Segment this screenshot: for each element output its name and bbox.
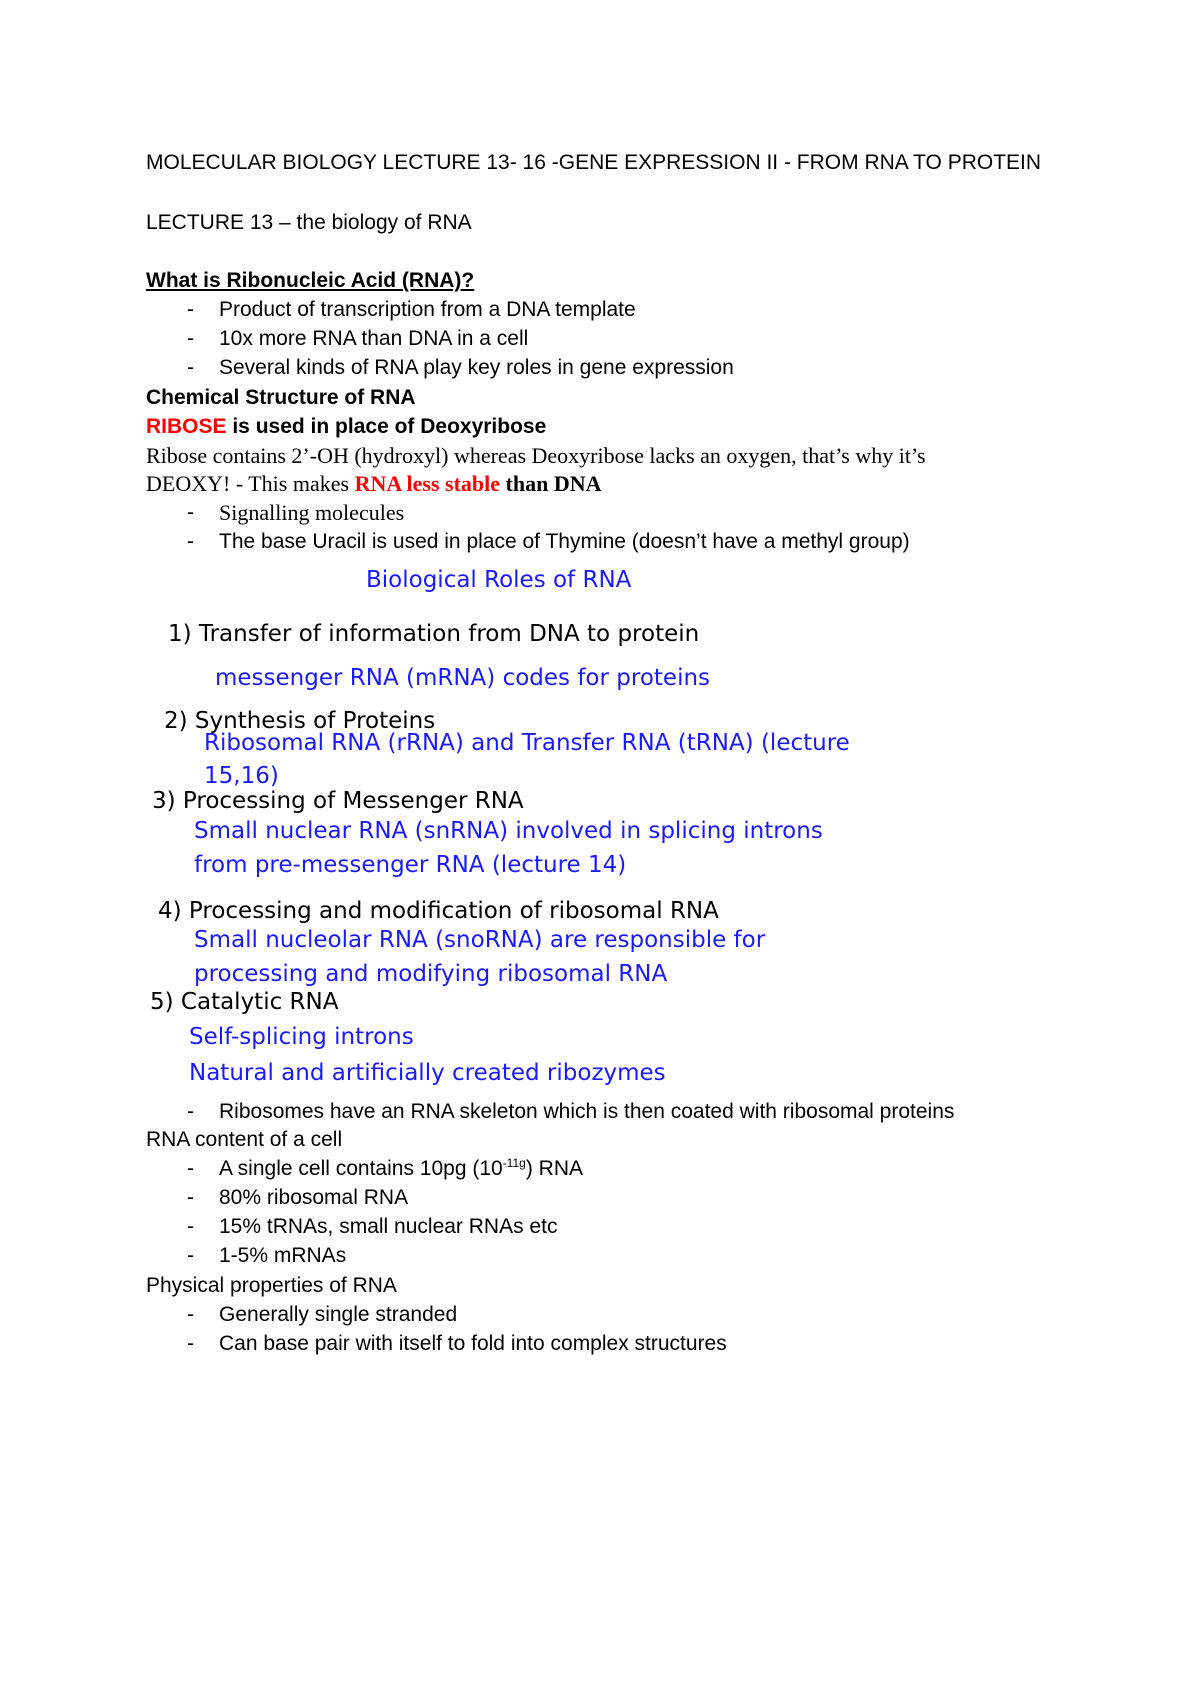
list-item <box>219 1156 583 1182</box>
cell-content-unit: ) RNA <box>525 1157 583 1180</box>
rna-question-heading: What is Ribonucleic Acid (RNA)? <box>146 269 475 292</box>
role-3-heading: 3) Processing of Messenger RNA <box>152 788 524 814</box>
document-title: MOLECULAR BIOLOGY LECTURE 13- 16 -GENE EXPRESSION II - FROM RNA TO PROTEIN <box>146 151 1042 174</box>
role-5-description-line1: Self-splicing introns <box>189 1024 414 1050</box>
ribose-line <box>146 414 546 440</box>
role-2-description-line1: Ribosomal RNA (rRNA) and Transfer RNA (tRNA) (lecture <box>204 730 850 756</box>
list-item: Ribosomes have an RNA skeleton which is then coated with ribosomal proteins <box>219 1100 955 1123</box>
bullet-marker: - <box>187 1332 194 1355</box>
role-2-heading: 2) Synthesis of Proteins <box>164 708 436 734</box>
bullet-marker: - <box>187 1215 194 1238</box>
list-item: Generally single stranded <box>219 1303 458 1326</box>
list-item: Product of transcription from a DNA template <box>219 298 636 321</box>
ribose-explanation-line2 <box>146 471 601 497</box>
lecture-heading: LECTURE 13 – the biology of RNA <box>146 211 472 234</box>
list-item: Signalling molecules <box>219 500 405 525</box>
role-3-description-line1: Small nuclear RNA (snRNA) involved in splicing introns <box>194 818 823 844</box>
role-4-heading: 4) Processing and modification of ribosomal RNA <box>158 898 719 924</box>
role-1-heading: 1) Transfer of information from DNA to protein <box>168 621 700 647</box>
list-item: Several kinds of RNA play key roles in gene expression <box>219 356 734 379</box>
list-item: 10x more RNA than DNA in a cell <box>219 327 529 350</box>
deoxy-text: DEOXY! - This makes <box>146 471 355 496</box>
role-5-description-line2: Natural and artificially created ribozymes <box>189 1060 666 1086</box>
bullet-marker: - <box>187 356 194 379</box>
ribose-rest: is used in place of Deoxyribose <box>226 415 547 438</box>
list-item: The base Uracil is used in place of Thymine (doesn’t have a methyl group) <box>219 530 910 553</box>
bullet-marker: - <box>187 327 194 350</box>
bullet-marker: - <box>187 1303 194 1326</box>
list-item: 1-5% mRNAs <box>219 1244 347 1267</box>
list-item: 15% tRNAs, small nuclear RNAs etc <box>219 1215 558 1238</box>
list-item: Can base pair with itself to fold into complex structures <box>219 1332 727 1355</box>
rna-less-stable-highlight: RNA less stable <box>354 471 501 496</box>
list-item: 80% ribosomal RNA <box>219 1186 409 1209</box>
role-5-heading: 5) Catalytic RNA <box>150 989 339 1015</box>
figure-title: Biological Roles of RNA <box>366 567 632 593</box>
bullet-marker: - <box>187 1100 194 1123</box>
bullet-marker: - <box>187 501 194 524</box>
physical-properties-heading: Physical properties of RNA <box>146 1274 397 1297</box>
role-4-description-line2: processing and modifying ribosomal RNA <box>194 961 668 987</box>
role-2-description-line2: 15,16) <box>204 763 279 789</box>
exponent: -11g <box>502 1156 526 1170</box>
ribose-highlight: RIBOSE <box>146 415 227 438</box>
bullet-marker: - <box>187 530 194 553</box>
role-3-description-line2: from pre-messenger RNA (lecture 14) <box>194 852 627 878</box>
chemical-structure-heading: Chemical Structure of RNA <box>146 386 416 409</box>
bullet-marker: - <box>187 298 194 321</box>
ribose-explanation-line1: Ribose contains 2’-OH (hydroxyl) whereas Deoxyribose lacks an oxygen, that’s why it’s <box>146 443 926 468</box>
role-1-description: messenger RNA (mRNA) codes for proteins <box>215 665 711 691</box>
role-4-description-line1: Small nucleolar RNA (snoRNA) are responsible for <box>194 927 766 953</box>
rna-content-heading: RNA content of a cell <box>146 1128 343 1151</box>
than-dna-text: than DNA <box>500 471 602 496</box>
bullet-marker: - <box>187 1157 194 1180</box>
cell-content-text: A single cell contains 10pg (10 <box>219 1157 503 1180</box>
bullet-marker: - <box>187 1244 194 1267</box>
bullet-marker: - <box>187 1186 194 1209</box>
